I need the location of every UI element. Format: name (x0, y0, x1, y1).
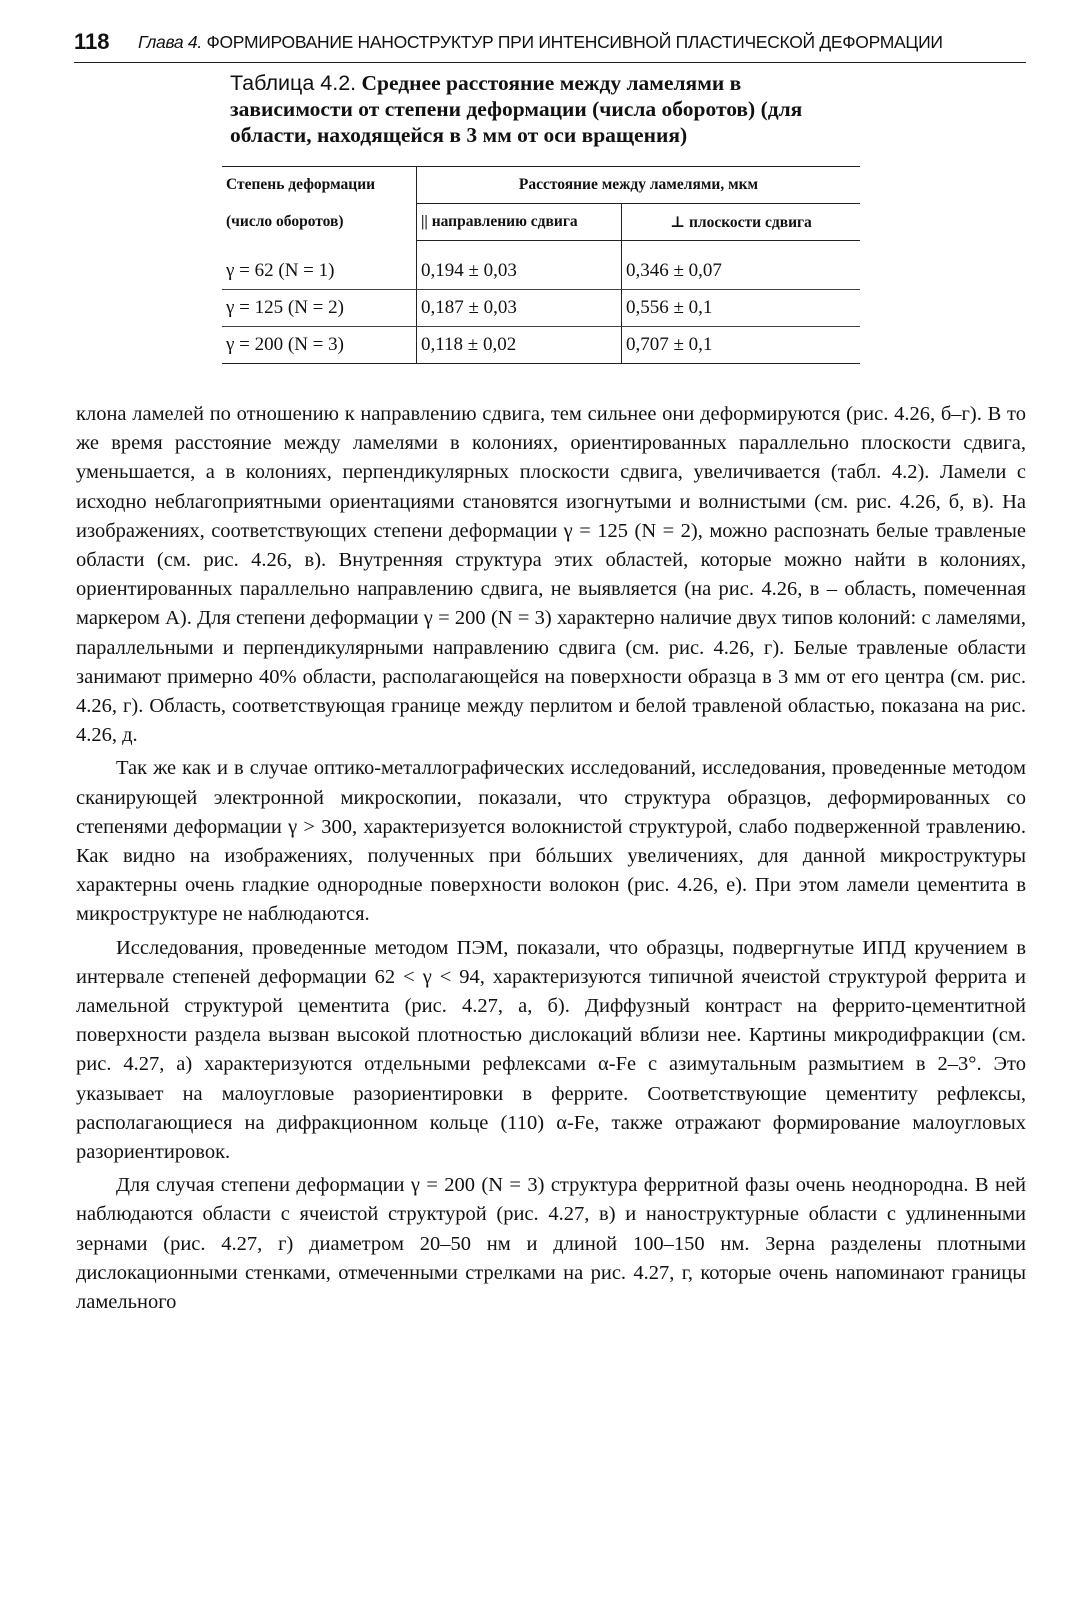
cell-parallel: 0,118 ± 0,02 (417, 327, 622, 364)
table-row (222, 290, 860, 327)
page-number: 118 (74, 29, 110, 54)
cell-perpendicular: 0,707 ± 0,1 (622, 327, 861, 364)
lamella-spacing-table (222, 166, 860, 364)
table-title: Среднее расстояние между ламелями в зависимости от степени деформации (числа оборотов) (для области, находящейся в 3 мм от оси вращения) (230, 71, 803, 147)
cell-degree: γ = 125 (N = 2) (222, 290, 417, 327)
chapter-title: ФОРМИРОВАНИЕ НАНОСТРУКТУР ПРИ ИНТЕНСИВНОЙ ПЛАСТИЧЕСКОЙ ДЕФОРМАЦИИ (206, 31, 943, 52)
cell-degree: γ = 200 (N = 3) (222, 327, 417, 364)
paragraph: Для случая степени деформации γ = 200 (N = 3) структура ферритной фазы очень неоднородна. В ней наблюдаются области с ячеистой структурой (рис. 4.27, в) и наноструктурные области с удлиненными зернами (рис. 4.27, г) диаметром 20–50 нм и длиной 100–150 нм. Зерна разделены плотными дислокационными стенками, отмеченными стрелками на рис. 4.27, г, которые очень напоминают границы ламельного (76, 1174, 1026, 1314)
col-header-degree: Степень деформации (222, 167, 417, 204)
table-label: Таблица 4.2. (230, 71, 357, 95)
col-group-header: Расстояние между ламелями, мкм (417, 167, 861, 204)
paragraph: Исследования, проведенные методом ПЭМ, показали, что образцы, подвергнутые ИПД кручением в интервале степеней деформации 62 < γ < 94, характеризуются типичной ячеистой структурой феррита и ламельной структурой цементита (рис. 4.27, а, б). Диффузный контраст на феррито-цементитной поверхности раздела вызван высокой плотностью дислокаций вблизи нее. Картины микродифракции (см. рис. 4.27, а) характеризуются отдельными рефлексами α-Fe с азимутальным размытием в 2–3°. Это указывает на малоугловые разориентировки в феррите. Соответствующие цементиту рефлексы, располагающиеся на дифракционном кольце (110) α-Fe, также отражают формирование малоугловых разориентировок. (76, 936, 1026, 1164)
running-header (74, 22, 1026, 63)
cell-perpendicular: 0,346 ± 0,07 (622, 253, 861, 290)
cell-perpendicular: 0,556 ± 0,1 (622, 290, 861, 327)
table-row (222, 327, 860, 364)
cell-parallel: 0,194 ± 0,03 (417, 253, 622, 290)
paragraph: клона ламелей по отношению к направлению сдвига, тем сильнее они деформируются (рис. 4.26, б–г). В то же время расстояние между ламелями в колониях, ориентированных параллельно плоскости сдвига, уменьшается, а в колониях, перпендикулярных плоскости сдвига, увеличивается (табл. 4.2). Ламели с исходно неблагоприятными ориентациями становятся изогнутыми и волнистыми (см. рис. 4.26, б, в). На изображениях, соответствующих степени деформации γ = 125 (N = 2), можно распознать белые травленые области (см. рис. 4.26, в). Внутренняя структура этих областей, которые можно найти в колониях, ориентированных параллельно направлению сдвига, не выявляется (на рис. 4.26, в – область, помеченная маркером А). Для степени деформации γ = 200 (N = 3) характерно наличие двух типов колоний: с ламелями, параллельными и перпендикулярными направлению сдвига (см. рис. 4.26, г). Белые травленые области занимают примерно 40% области, располагающейся на поверхности образца в 3 мм от его центра (см. рис. 4.26, г). Область, соответствующая границе между перлитом и белой травленой областью, показана на рис. 4.26, д. (76, 403, 1026, 747)
cell-parallel: 0,187 ± 0,03 (417, 290, 622, 327)
table-row (222, 253, 860, 290)
running-title (138, 32, 943, 53)
subheader-parallel: || направлению сдвига (417, 204, 622, 241)
cell-degree: γ = 62 (N = 1) (222, 253, 417, 290)
chapter-label: Глава 4. (138, 31, 202, 52)
subheader-perpendicular: ⊥ плоскости сдвига (622, 204, 861, 241)
body-text (76, 400, 1026, 1317)
paragraph: Так же как и в случае оптико-металлографических исследований, исследования, проведенные методом сканирующей электронной микроскопии, показали, что структура образцов, деформированных со степенями деформации γ > 300, характеризуется волокнистой структурой, слабо подверженной травлению. Как видно на изображениях, полученных при бóльших увеличениях, для данной микроструктуры характерны очень гладкие однородные поверхности волокон (рис. 4.26, е). При этом ламели цементита в микроструктуре не наблюдаются. (76, 757, 1026, 926)
col-header-degree-sub: (число оборотов) (222, 204, 417, 241)
table-caption (230, 70, 850, 148)
